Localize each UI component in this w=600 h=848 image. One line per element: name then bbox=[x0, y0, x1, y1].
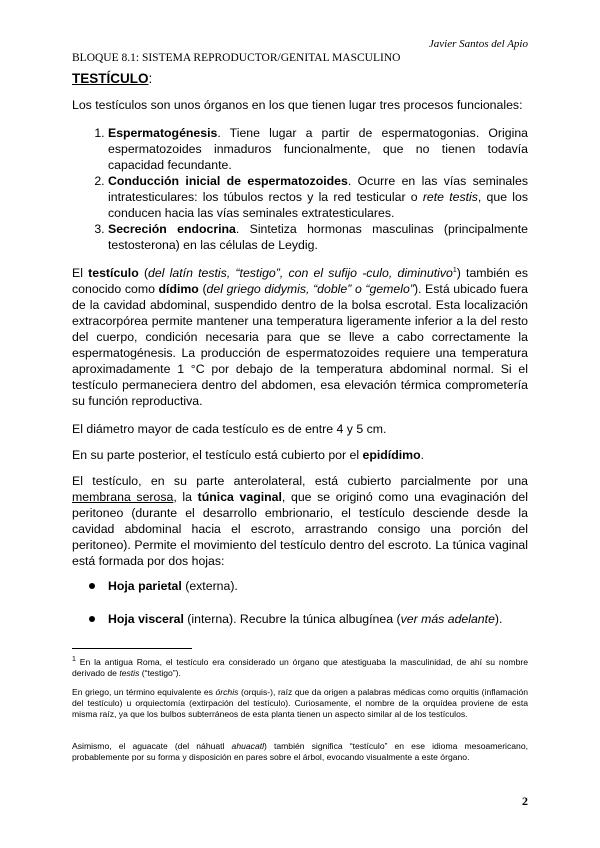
footnote-divider bbox=[72, 648, 192, 649]
intro-paragraph: Los testículos son unos órganos en los que tienen lugar tres procesos funcionales: bbox=[72, 98, 523, 112]
process-text: , que los conducen hacia las vías seminales extratesticulares. bbox=[108, 190, 528, 220]
process-text: . Ocurre en las vías seminales intratesticulares: los túbulos rectos y la red testicular o bbox=[108, 174, 528, 204]
term-tunica-vaginal: túnica vaginal bbox=[197, 490, 282, 504]
text-run: ). Está ubicado fuera de la cavidad abdominal, suspendido dentro de la bolsa escrotal. Esta localización extracorpórea permite mantener una temperatura ligeramente inferior a la del resto del cuerpo, condición necesaria para que se lleve a cabo correctamente la espermatogénesis. La producción de espermatozoides requiere una temperatura aproximadamente 1 °C por debajo de la temperatura abdominal normal. Si el testículo permaneciera dentro del abdomen, esa elevación térmica comprometería su función reproductiva. bbox=[72, 282, 528, 408]
process-term: Conducción inicial de espermatozoides bbox=[108, 174, 348, 188]
text-run: (orquis-), raíz que da origen a palabras médicas como orquitis (inflamación del testículo) u orquiectomía (extirpación del testículo). Curiosamente, el nombre de la orquídea proviene de esta misma raíz, ya que los bulbos subterráneos de esta planta tienen un aspecto similar al de los testículos. bbox=[72, 687, 529, 719]
text-run: , que se originó como una evaginación del peritoneo (durante el desarrollo embrionario, el testículo desciende desde la cavidad abdominal hacia el escroto, arrastrando consigo una porción del peritoneo). Permite el movimiento del testículo dentro del escroto. La túnica vaginal está formada por dos hojas: bbox=[72, 490, 528, 568]
text-run: ) también es conocido como bbox=[72, 266, 528, 296]
hoja-emphasis: ver más adelante bbox=[400, 612, 495, 626]
footnote-emphasis: testis bbox=[119, 668, 140, 678]
page-number: 2 bbox=[522, 794, 528, 808]
process-list bbox=[72, 125, 528, 253]
process-term: Espermatogénesis bbox=[108, 126, 218, 140]
term-didimo: dídimo bbox=[158, 282, 199, 296]
text-run: ( bbox=[198, 282, 207, 296]
epididimo-paragraph bbox=[72, 447, 528, 463]
process-text: . Tiene lugar a partir de espermatogonias. Origina espermatozoides inmaduros funcionalmente, que no tienen todavía capacidad fecundante. bbox=[108, 126, 528, 172]
term-testiculo: testículo bbox=[88, 266, 139, 280]
footnote-3 bbox=[72, 741, 528, 763]
page-title bbox=[72, 71, 152, 86]
text-run: En la antigua Roma, el testículo era considerado un órgano que atestiguaba la masculinidad, de ahí su nombre derivado de bbox=[72, 657, 528, 678]
process-text: . Sintetiza hormonas masculinas (principalmente testosterona) en las células de Leydig. bbox=[108, 222, 528, 252]
text-run: El bbox=[72, 266, 89, 280]
text-run: Asimismo, el aguacate (del náhuatl bbox=[72, 741, 232, 751]
bullet-text bbox=[108, 611, 502, 627]
title-text: TESTÍCULO bbox=[72, 71, 149, 86]
process-term: Secreción endocrina bbox=[108, 222, 236, 236]
list-item bbox=[108, 173, 528, 221]
footnote-marker: 1 bbox=[72, 656, 76, 664]
text-run: (“testigo”). bbox=[139, 668, 181, 678]
list-item bbox=[108, 125, 528, 173]
section-heading: BLOQUE 8.1: SISTEMA REPRODUCTOR/GENITAL MASCULINO bbox=[72, 52, 401, 64]
bullet-icon bbox=[89, 583, 95, 589]
hoja-term: Hoja parietal bbox=[108, 579, 182, 593]
text-run: ( bbox=[138, 266, 149, 280]
etymology-greek: del griego didymis, “doble” o “gemelo” bbox=[206, 282, 414, 296]
footnote-emphasis: órchis bbox=[215, 687, 239, 697]
term-epididimo: epidídimo bbox=[362, 448, 421, 462]
text-run: . bbox=[420, 448, 425, 462]
hoja-term: Hoja visceral bbox=[108, 612, 184, 626]
hoja-text: (externa). bbox=[181, 579, 238, 593]
text-run: El testículo, en su parte anterolateral, está cubierto parcialmente por una bbox=[72, 474, 528, 488]
list-item bbox=[108, 221, 528, 253]
bullet-icon bbox=[89, 616, 95, 622]
footnote-emphasis: ahuacatl bbox=[231, 741, 265, 751]
text-run: En griego, un término equivalente es bbox=[72, 687, 216, 697]
footnote-2 bbox=[72, 687, 528, 720]
hoja-text: (interna). Recubre la túnica albugínea ( bbox=[183, 612, 401, 626]
hoja-text: ). bbox=[494, 612, 503, 626]
diameter-paragraph: El diámetro mayor de cada testículo es de entre 4 y 5 cm. bbox=[72, 422, 387, 436]
testiculo-paragraph bbox=[72, 265, 528, 409]
footnote-ref[interactable]: 1 bbox=[452, 266, 457, 274]
process-emphasis: rete testis bbox=[422, 190, 478, 204]
text-run: ) también significa “testículo” en ese idioma mesoamericano, probablemente por su forma y disposición en pares sobre el árbol, evocando visualmente a este órgano. bbox=[72, 741, 528, 762]
text-run: , la bbox=[173, 490, 198, 504]
footnote-1 bbox=[72, 657, 528, 679]
term-membrana-serosa: membrana serosa bbox=[72, 490, 174, 504]
title-colon: : bbox=[148, 71, 153, 86]
tunica-paragraph bbox=[72, 473, 528, 569]
etymology-latin: del latín testis, “testigo”, con el sufijo -culo, diminutivo bbox=[148, 266, 453, 280]
text-run: En su parte posterior, el testículo está cubierto por el bbox=[72, 448, 363, 462]
author-name: Javier Santos del Apio bbox=[428, 38, 528, 50]
bullet-text bbox=[108, 578, 238, 594]
